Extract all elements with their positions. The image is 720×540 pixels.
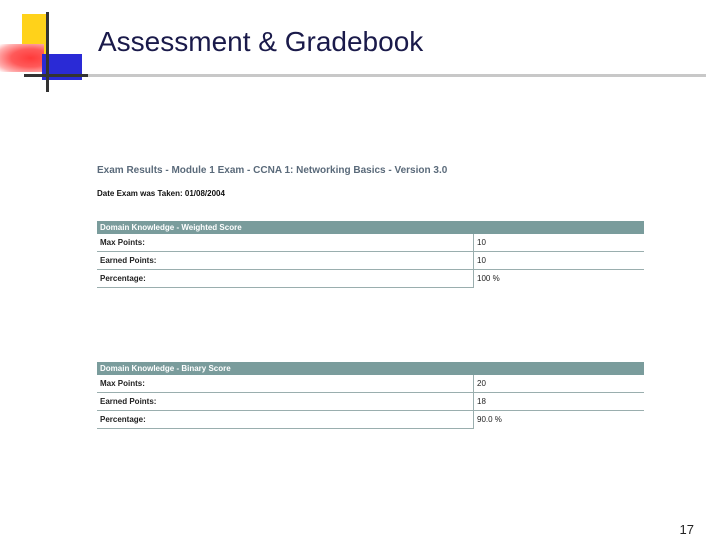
row-value: 18 [474, 393, 645, 411]
row-label: Max Points: [97, 375, 474, 393]
slide-title: Assessment & Gradebook [98, 26, 424, 57]
logo-horizontal-line [24, 74, 90, 77]
binary-score-table [97, 362, 644, 429]
binary-score-header: Domain Knowledge - Binary Score [97, 362, 644, 375]
row-value: 100 % [474, 270, 645, 288]
row-label: Earned Points: [97, 393, 474, 411]
exam-date-label: Date Exam was Taken: [97, 189, 183, 198]
table-row [97, 375, 644, 393]
weighted-score-header: Domain Knowledge - Weighted Score [97, 221, 644, 234]
table-row [97, 270, 644, 288]
row-label: Earned Points: [97, 252, 474, 270]
logo-red-square [0, 44, 44, 72]
logo-vertical-line [46, 12, 49, 92]
row-value: 10 [474, 252, 645, 270]
table-row [97, 252, 644, 270]
exam-date-line [97, 189, 225, 198]
row-label: Percentage: [97, 411, 474, 429]
slide-logo [0, 0, 90, 100]
table-row [97, 411, 644, 429]
row-value: 10 [474, 234, 645, 252]
row-label: Max Points: [97, 234, 474, 252]
row-value: 90.0 % [474, 411, 645, 429]
row-value: 20 [474, 375, 645, 393]
weighted-score-table [97, 221, 644, 288]
exam-date-value: 01/08/2004 [184, 189, 225, 198]
title-divider [88, 74, 706, 77]
table-row [97, 234, 644, 252]
row-label: Percentage: [97, 270, 474, 288]
page-number: 17 [679, 522, 694, 537]
table-row [97, 393, 644, 411]
exam-results-heading: Exam Results - Module 1 Exam - CCNA 1: Networking Basics - Version 3.0 [97, 165, 448, 176]
